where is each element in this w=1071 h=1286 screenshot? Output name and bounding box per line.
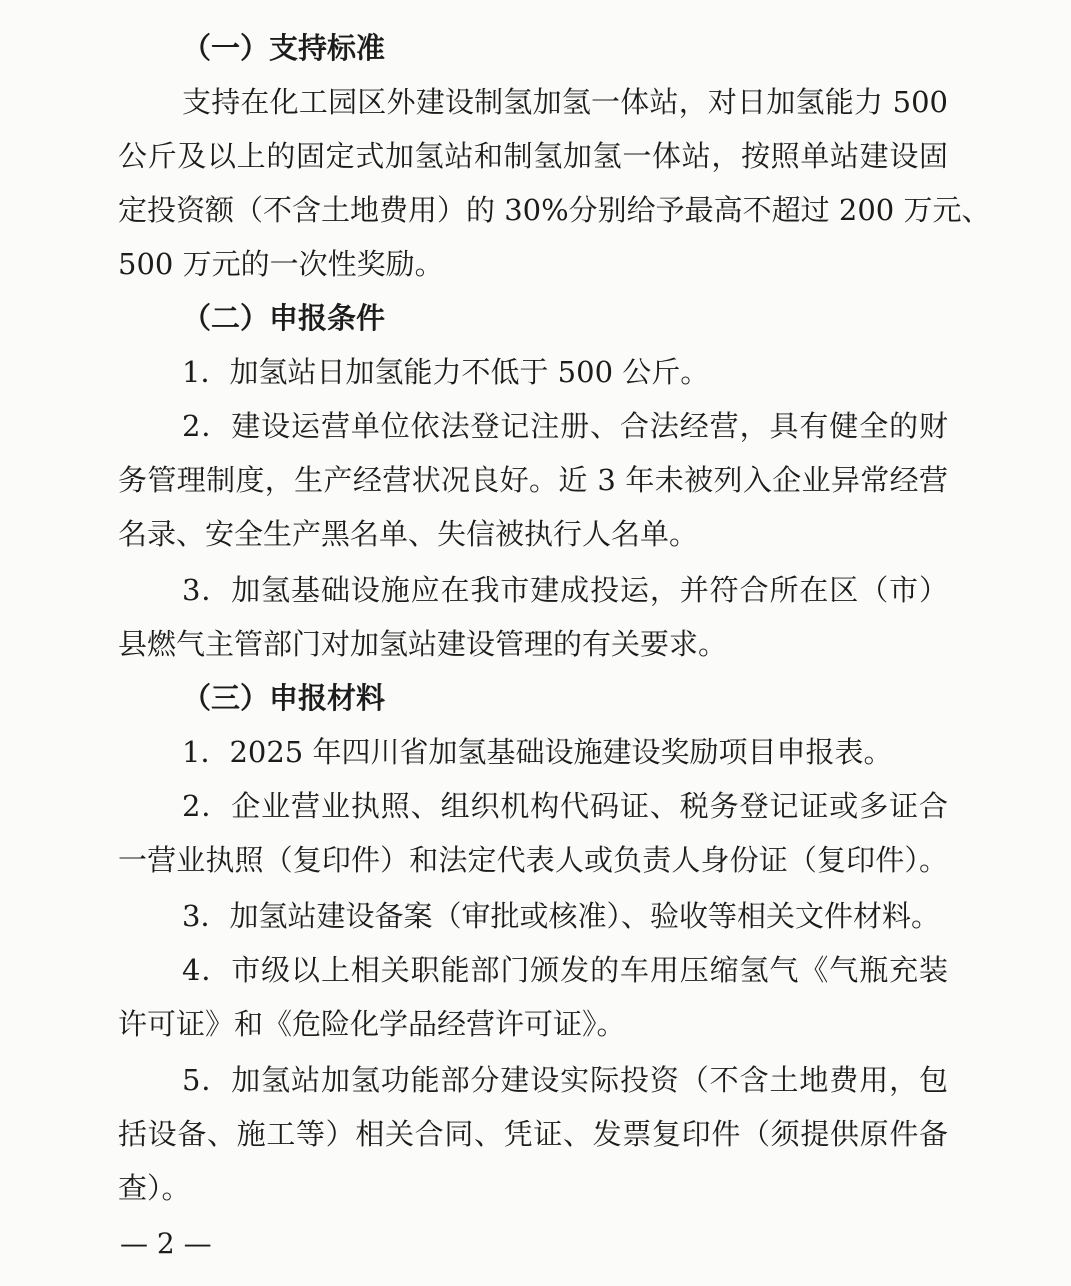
paragraph-line: 查）。 bbox=[118, 1171, 191, 1205]
paragraph-line: 一营业执照（复印件）和法定代表人或负责人身份证（复印件）。 bbox=[118, 843, 948, 877]
paragraph-line: 2．建设运营单位依法登记注册、合法经营，具有健全的财 bbox=[182, 409, 948, 443]
paragraph-line: 5．加氢站加氢功能部分建设实际投资（不含土地费用，包 bbox=[182, 1063, 948, 1097]
section-heading-application-materials: （三）申报材料 bbox=[182, 681, 386, 715]
paragraph-line: 名录、安全生产黑名单、失信被执行人名单。 bbox=[118, 517, 699, 551]
paragraph-line: 2．企业营业执照、组织机构代码证、税务登记证或多证合 bbox=[182, 789, 948, 823]
paragraph-line: 括设备、施工等）相关合同、凭证、发票复印件（须提供原件备 bbox=[118, 1117, 948, 1151]
paragraph-line: 4．市级以上相关职能部门颁发的车用压缩氢气《气瓶充装 bbox=[182, 953, 948, 987]
paragraph-line: 1．加氢站日加氢能力不低于 500 公斤。 bbox=[182, 355, 710, 389]
section-heading-support-standard: （一）支持标准 bbox=[182, 31, 386, 65]
paragraph-line: 定投资额（不含土地费用）的 30%分别给予最高不超过 200 万元、 bbox=[118, 193, 991, 227]
paragraph-line: 公斤及以上的固定式加氢站和制氢加氢一体站，按照单站建设固 bbox=[118, 139, 948, 173]
paragraph-line: 3．加氢基础设施应在我市建成投运，并符合所在区（市） bbox=[182, 573, 948, 607]
paragraph-line: 许可证》和《危险化学品经营许可证》。 bbox=[118, 1007, 626, 1041]
paragraph-line: 1．2025 年四川省加氢基础设施建设奖励项目申报表。 bbox=[182, 735, 893, 769]
section-heading-application-conditions: （二）申报条件 bbox=[182, 301, 386, 335]
paragraph-line: 县燃气主管部门对加氢站建设管理的有关要求。 bbox=[118, 627, 728, 661]
page-number: — 2 — bbox=[120, 1227, 212, 1260]
paragraph-line: 3．加氢站建设备案（审批或核准）、验收等相关文件材料。 bbox=[182, 899, 940, 933]
paragraph-line: 务管理制度，生产经营状况良好。近 3 年未被列入企业异常经营 bbox=[118, 463, 948, 497]
paragraph-line: 500 万元的一次性奖励。 bbox=[118, 247, 444, 281]
paragraph-line: 支持在化工园区外建设制氢加氢一体站，对日加氢能力 500 bbox=[182, 85, 948, 119]
